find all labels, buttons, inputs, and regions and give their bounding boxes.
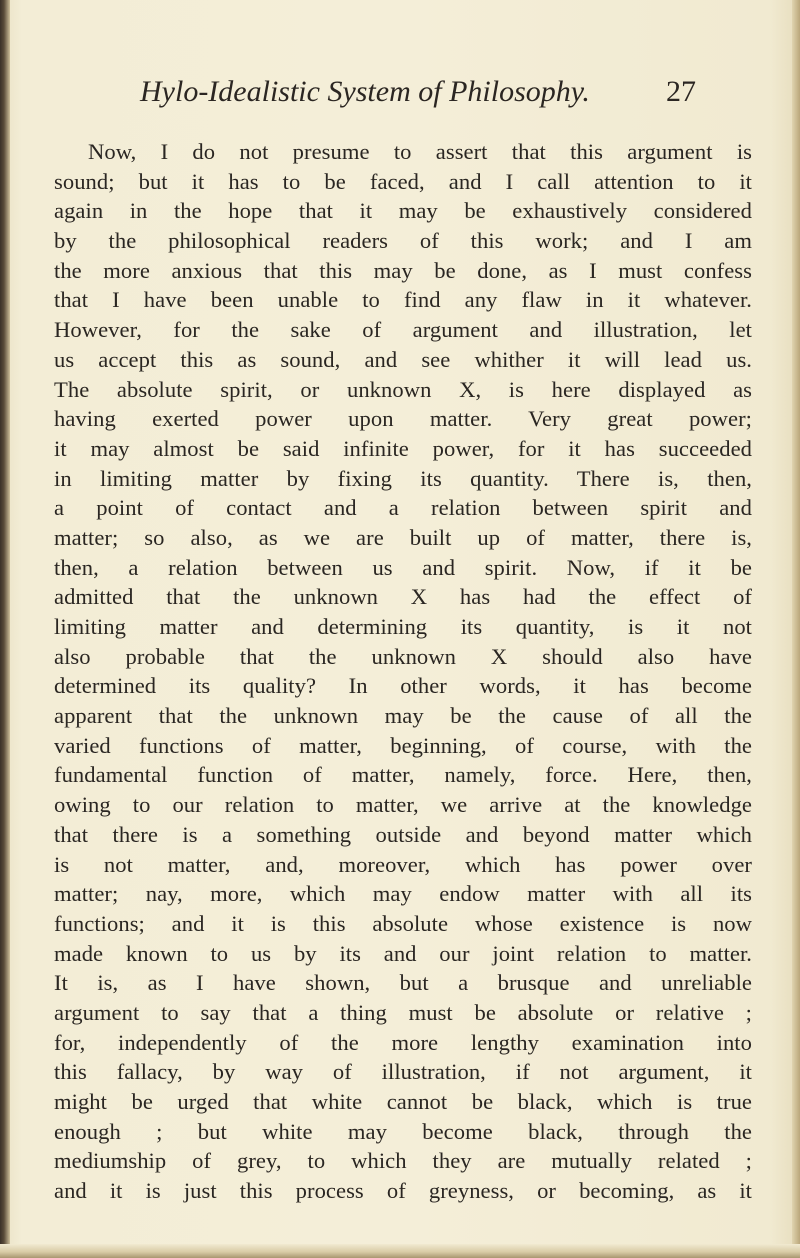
text-line: then, a relation between us and spirit. Now, if it be xyxy=(54,554,752,580)
text-line: determined its quality? In other words, it has become xyxy=(54,673,752,699)
text-line: Now, I do not presume to assert that this argument is xyxy=(88,139,752,164)
text-line: The absolute spirit, or unknown X, is here displayed as xyxy=(54,376,752,402)
text-line: However, for the sake of argument and illustration, let xyxy=(54,317,752,343)
text-line: mediumship of grey, to which they are mutually related ; xyxy=(54,1148,752,1174)
text-line: varied functions of matter, beginning, of course, with the xyxy=(54,732,752,758)
text-line: limiting matter and determining its quantity, is it not xyxy=(54,614,752,639)
running-title: Hylo-Idealistic System of Philosophy. xyxy=(140,75,590,108)
text-line: owing to our relation to matter, we arrive at the knowledge xyxy=(54,792,752,818)
text-line: fundamental function of matter, namely, force. Here, then, xyxy=(54,762,752,788)
text-line: sound; but it has to be faced, and I call attention to it xyxy=(54,168,752,194)
page-right-edge xyxy=(792,0,800,1258)
text-line: the more anxious that this may be done, as I must confess xyxy=(54,257,752,283)
text-line: matter; nay, more, which may endow matter with all its xyxy=(54,881,752,907)
text-line: it may almost be said infinite power, for it has succeeded xyxy=(54,435,752,461)
text-line: us accept this as sound, and see whither it will lead us. xyxy=(54,346,752,372)
text-line: that there is a something outside and beyond matter which xyxy=(54,821,752,847)
text-line: that I have been unable to find any flaw in it whatever. xyxy=(54,287,752,313)
page-bottom-edge xyxy=(0,1244,800,1258)
page-number: 27 xyxy=(666,75,696,108)
text-line: matter; so also, as we are built up of matter, there is, xyxy=(54,524,752,550)
text-line: and it is just this process of greyness, or becoming, as it xyxy=(54,1178,752,1204)
text-line: again in the hope that it may be exhaustively considered xyxy=(54,198,752,224)
text-line: admitted that the unknown X has had the effect of xyxy=(54,584,752,610)
page-binding-edge xyxy=(0,0,10,1258)
text-line: apparent that the unknown may be the cause of all the xyxy=(54,703,752,729)
text-line: made known to us by its and our joint relation to matter. xyxy=(54,940,752,966)
text-line: It is, as I have shown, but a brusque and unreliable xyxy=(54,970,752,996)
text-line: enough ; but white may become black, through the xyxy=(54,1118,752,1144)
text-line: argument to say that a thing must be absolute or relative ; xyxy=(54,999,752,1025)
text-line: also probable that the unknown X should also have xyxy=(54,643,752,669)
text-line: is not matter, and, moreover, which has power over xyxy=(54,851,752,877)
text-line: by the philosophical readers of this work; and I am xyxy=(54,228,752,254)
text-line: this fallacy, by way of illustration, if not argument, it xyxy=(54,1059,752,1085)
text-line: in limiting matter by fixing its quantity. There is, then, xyxy=(54,465,752,491)
text-line: having exerted power upon matter. Very great power; xyxy=(54,406,752,432)
body-paragraph xyxy=(54,137,752,1206)
text-line: a point of contact and a relation between spirit and xyxy=(54,495,752,521)
text-line: for, independently of the more lengthy examination into xyxy=(54,1029,752,1055)
text-line: functions; and it is this absolute whose existence is now xyxy=(54,910,752,936)
text-line: might be urged that white cannot be black, which is true xyxy=(54,1089,752,1114)
